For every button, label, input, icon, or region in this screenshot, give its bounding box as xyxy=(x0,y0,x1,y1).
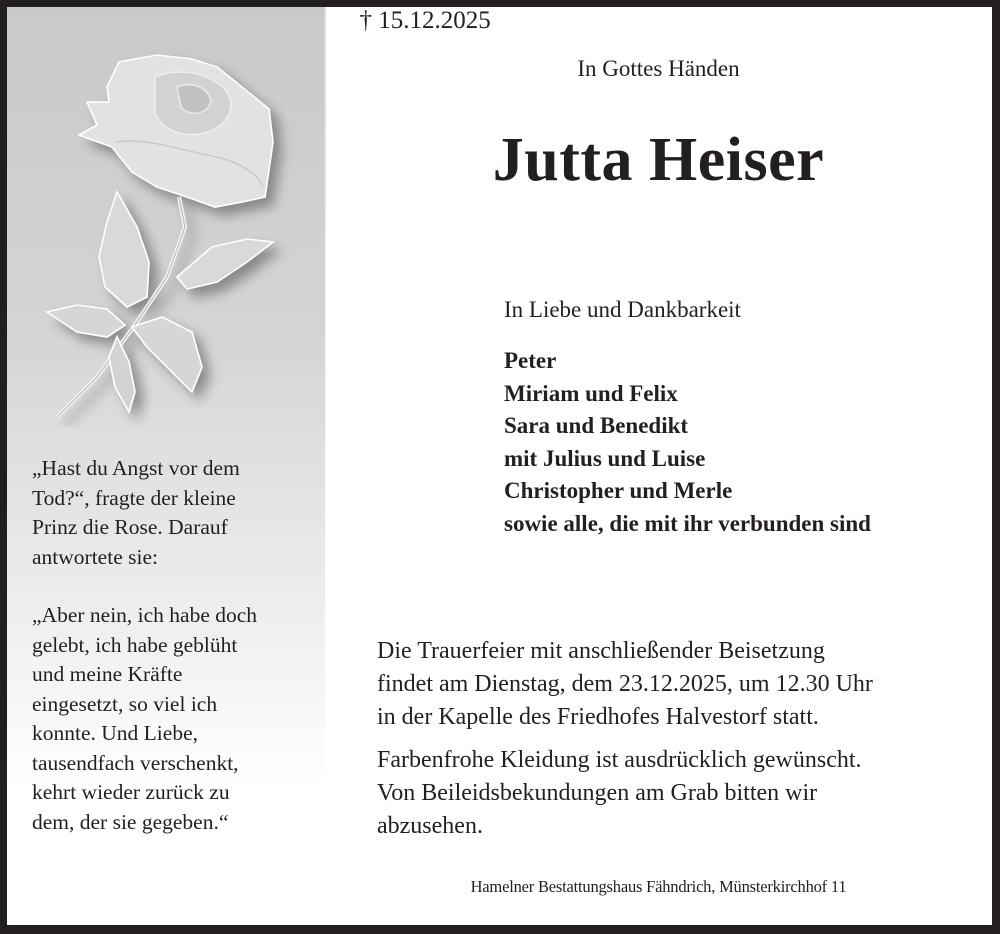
obituary-notice xyxy=(7,7,992,925)
little-prince-quote xyxy=(32,454,322,837)
funeral-home: Hamelner Bestattungshaus Fähndrich, Münsterkirchhof 11 xyxy=(470,877,847,896)
motto: In Gottes Händen xyxy=(577,56,740,81)
mourner: Sara und Benedikt xyxy=(504,413,689,438)
mourners-list xyxy=(504,345,871,540)
ceremony-details xyxy=(377,635,873,843)
sidebar-panel xyxy=(7,7,325,925)
death-date: † 15.12.2025 xyxy=(359,7,491,34)
mourner: Christopher und Merle xyxy=(504,478,733,503)
mourner: Peter xyxy=(504,348,557,373)
mourner: mit Julius und Luise xyxy=(504,445,706,471)
mourner: Miriam und Felix xyxy=(504,380,678,406)
mourner: sowie alle, die mit ihr verbunden sind xyxy=(504,510,871,536)
quote-intro: „Hast du Angst vor dem Tod?“, fragte der kleine Prinz die Rose. Darauf antwortete sie: xyxy=(32,456,240,569)
requests-paragraph: Farbenfrohe Kleidung ist ausdrücklich gewünscht. Von Beileidsbekundungen am Grab bitten wir abzusehen. xyxy=(377,747,862,839)
thanks-line: In Liebe und Dankbarkeit xyxy=(504,297,741,322)
quote-answer: „Aber nein, ich habe doch gelebt, ich habe geblüht und meine Kräfte eingesetzt, so viel ich konnte. Und Liebe, tausendfach verschenkt, kehrt wieder zurück zu dem, der sie gegeben.“ xyxy=(32,603,258,834)
deceased-name: Jutta Heiser xyxy=(492,126,825,194)
ceremony-paragraph: Die Trauerfeier mit anschließender Beisetzung findet am Dienstag, dem 23.12.2025, um 12.30 Uhr in der Kapelle des Friedhofes Halvestorf statt. xyxy=(377,638,873,730)
rose-icon xyxy=(37,47,317,427)
panel-divider xyxy=(324,7,326,547)
